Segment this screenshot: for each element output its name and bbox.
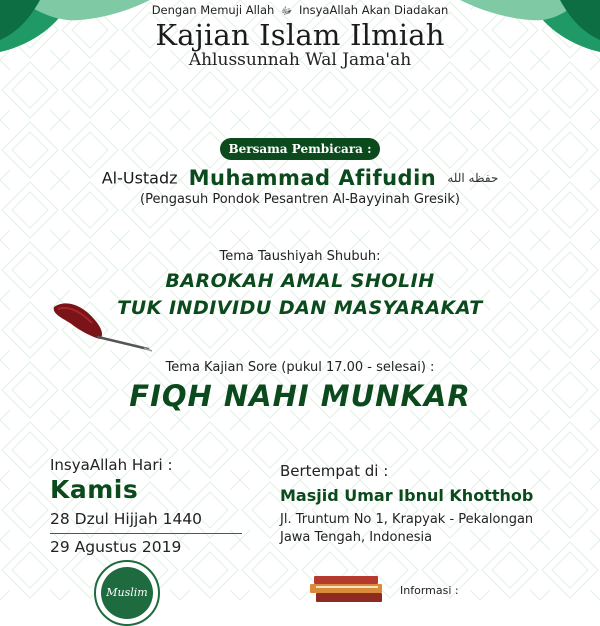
speaker-role: (Pengasuh Pondok Pesantren Al-Bayyinah Gresik) <box>140 192 460 207</box>
venue-intro: Bertempat di : <box>280 462 389 480</box>
intro-line <box>0 3 600 19</box>
date-divider <box>50 533 242 534</box>
gregorian-date: 29 Agustus 2019 <box>50 538 182 556</box>
hijri-date: 28 Dzul Hijjah 1440 <box>50 510 203 528</box>
venue-address-line-2: Jawa Tengah, Indonesia <box>280 530 433 545</box>
day-intro: InsyaAllah Hari : <box>50 456 173 474</box>
intro-arabic: ﷻ <box>281 6 293 17</box>
morning-theme-label: Tema Taushiyah Shubuh: <box>219 249 381 264</box>
speaker-name: Muhammad Afifudin <box>188 166 437 190</box>
evening-theme-title: FIQH NAHI MUNKAR <box>129 379 471 413</box>
logo-text: Muslim <box>106 586 148 599</box>
venue-name: Masjid Umar Ibnul Khotthob <box>280 486 534 505</box>
morning-theme-line-2: TUK INDIVIDU DAN MASYARAKAT <box>117 297 483 319</box>
event-title: Kajian Islam Ilmiah <box>155 18 445 52</box>
quill-icon <box>48 297 154 357</box>
logo-badge <box>94 560 160 626</box>
speaker-line <box>0 166 600 190</box>
intro-before: Dengan Memuji Allah <box>151 3 275 17</box>
books-icon <box>308 572 390 604</box>
event-subtitle: Ahlussunnah Wal Jama'ah <box>188 50 412 70</box>
day-name: Kamis <box>50 475 139 504</box>
intro-after: InsyaAllah Akan Diadakan <box>298 3 449 17</box>
speaker-honorific: حفظه الله <box>447 171 499 185</box>
speaker-prefix: Al-Ustadz <box>101 168 178 188</box>
speaker-badge: Bersama Pembicara : <box>220 138 380 160</box>
morning-theme-line-1: BAROKAH AMAL SHOLIH <box>165 270 435 292</box>
info-label: Informasi : <box>400 584 459 597</box>
evening-theme-label: Tema Kajian Sore (pukul 17.00 - selesai) : <box>165 360 435 375</box>
venue-address-line-1: Jl. Truntum No 1, Krapyak - Pekalongan <box>280 512 534 527</box>
